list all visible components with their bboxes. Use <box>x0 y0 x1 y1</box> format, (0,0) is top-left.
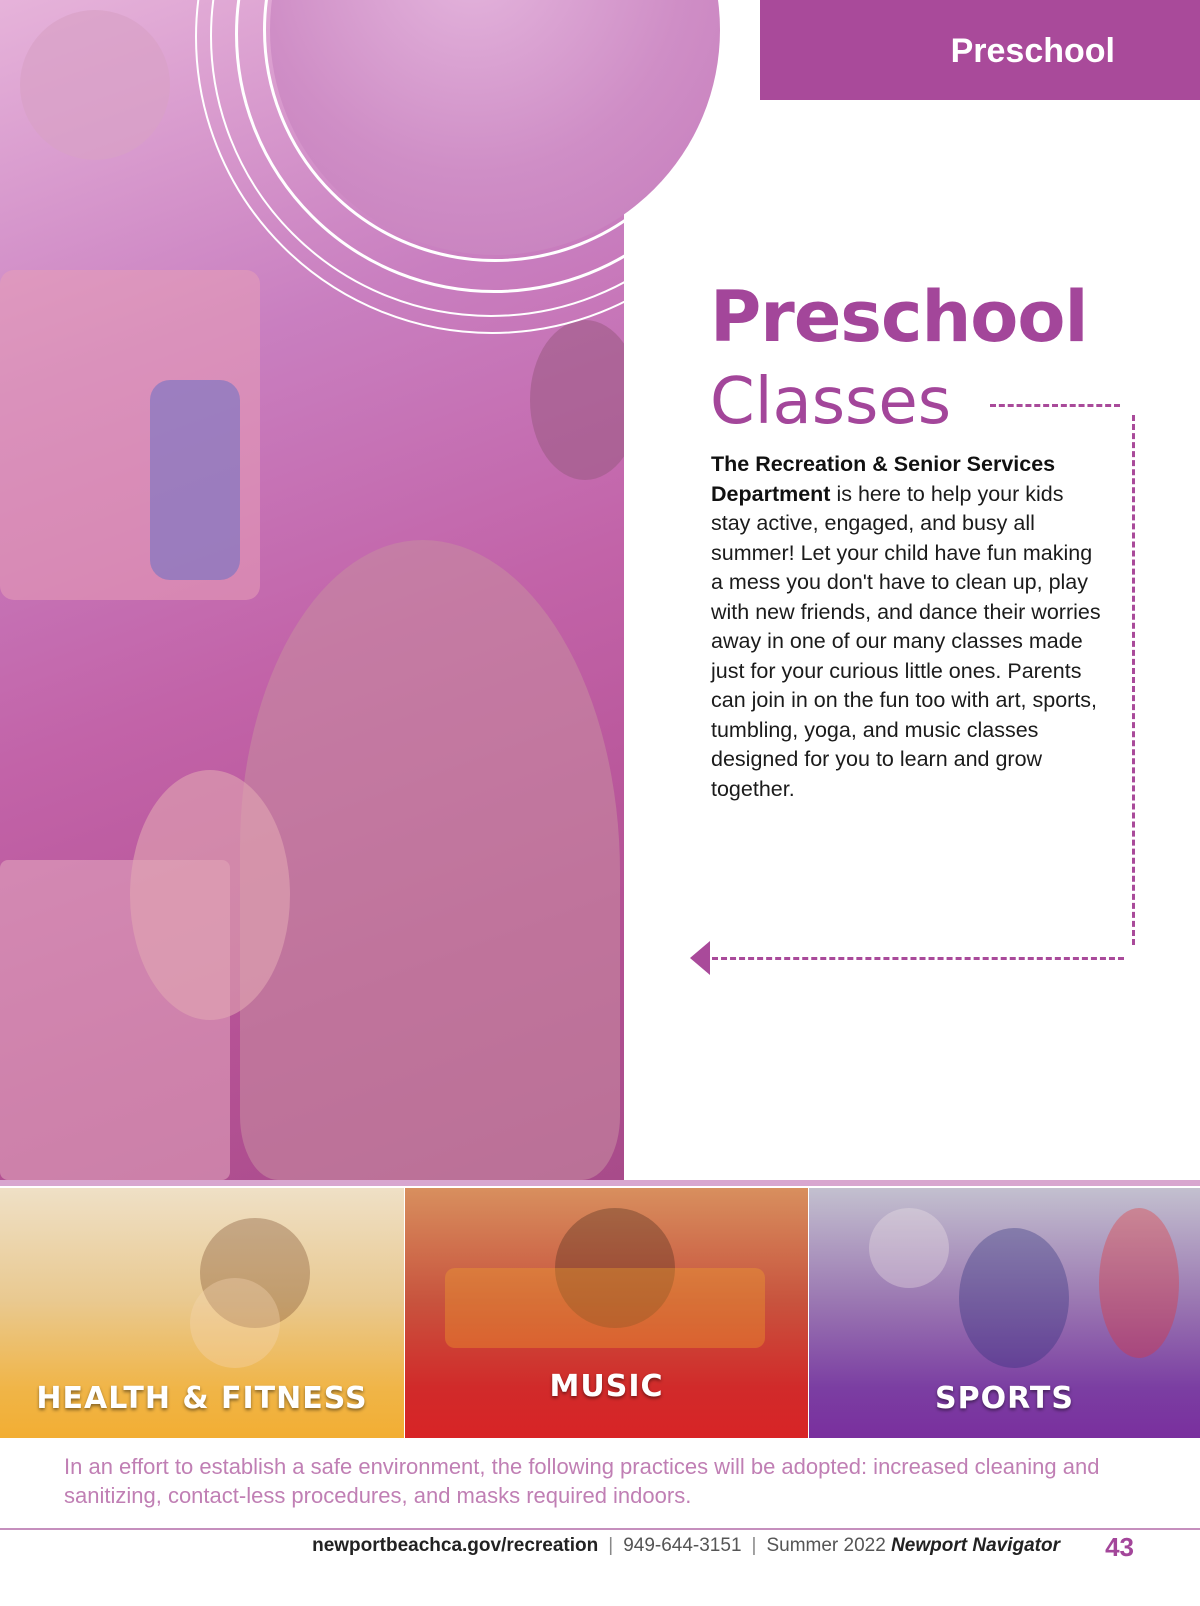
intro-paragraph <box>711 450 1106 804</box>
photo-child-shape <box>530 320 624 480</box>
intro-text: is here to help your kids stay active, engaged, and busy all summer! Let your child have fun making a mess you don't have to clean up, play with new friends, and dance their worries away in one of our many classes made just for your curious little ones. Parents can join in on the fun too with art, sports, tumbling, yoga, and music classes designed for you to learn and grow together. <box>711 481 1101 801</box>
photo-rug-shape <box>445 1268 765 1348</box>
photo-girl-shape <box>240 540 620 1180</box>
safety-notice: In an effort to establish a safe environment, the following practices will be adopted: increased cleaning and sanitizing, contact-less procedures, and masks required indoors. <box>64 1454 1100 1508</box>
footer <box>312 1535 1060 1557</box>
dashed-path-bottom <box>712 957 1124 960</box>
footer-season: Summer 2022 <box>766 1535 886 1556</box>
footer-divider <box>0 1528 1200 1530</box>
category-label: MUSIC <box>549 1369 664 1404</box>
dashed-path-top <box>990 404 1120 407</box>
category-sports[interactable] <box>809 1188 1200 1438</box>
dashed-path-right <box>1132 415 1135 945</box>
photo-bottle-shape <box>150 380 240 580</box>
footer-url[interactable]: newportbeachca.gov/recreation <box>312 1535 599 1556</box>
category-health-fitness[interactable] <box>0 1188 404 1438</box>
category-label: HEALTH & FITNESS <box>36 1381 368 1416</box>
section-title: Preschool <box>950 32 1115 70</box>
page-number: 43 <box>1105 1532 1134 1562</box>
photo-hand-shape <box>130 770 290 1020</box>
section-header-band <box>760 0 1200 100</box>
divider <box>0 1180 1200 1186</box>
arrow-left-icon <box>690 941 710 975</box>
intro-lead: The Recreation & Senior Services Department <box>711 452 1056 506</box>
page-title: Preschool <box>710 276 1088 358</box>
page-subtitle: Classes <box>710 365 952 439</box>
photo-ball-shape <box>869 1208 949 1288</box>
footer-magazine: Newport Navigator <box>891 1535 1060 1556</box>
photo-child-shape <box>20 10 170 160</box>
footer-phone: 949-644-3151 <box>623 1535 742 1556</box>
photo-child-shape <box>1099 1208 1179 1358</box>
category-music[interactable] <box>405 1188 808 1438</box>
photo-person-shape <box>959 1228 1069 1368</box>
footer-separator: | <box>751 1535 757 1556</box>
footer-separator: | <box>608 1535 614 1556</box>
category-label: SPORTS <box>935 1381 1074 1416</box>
photo-child-shape <box>190 1278 280 1368</box>
